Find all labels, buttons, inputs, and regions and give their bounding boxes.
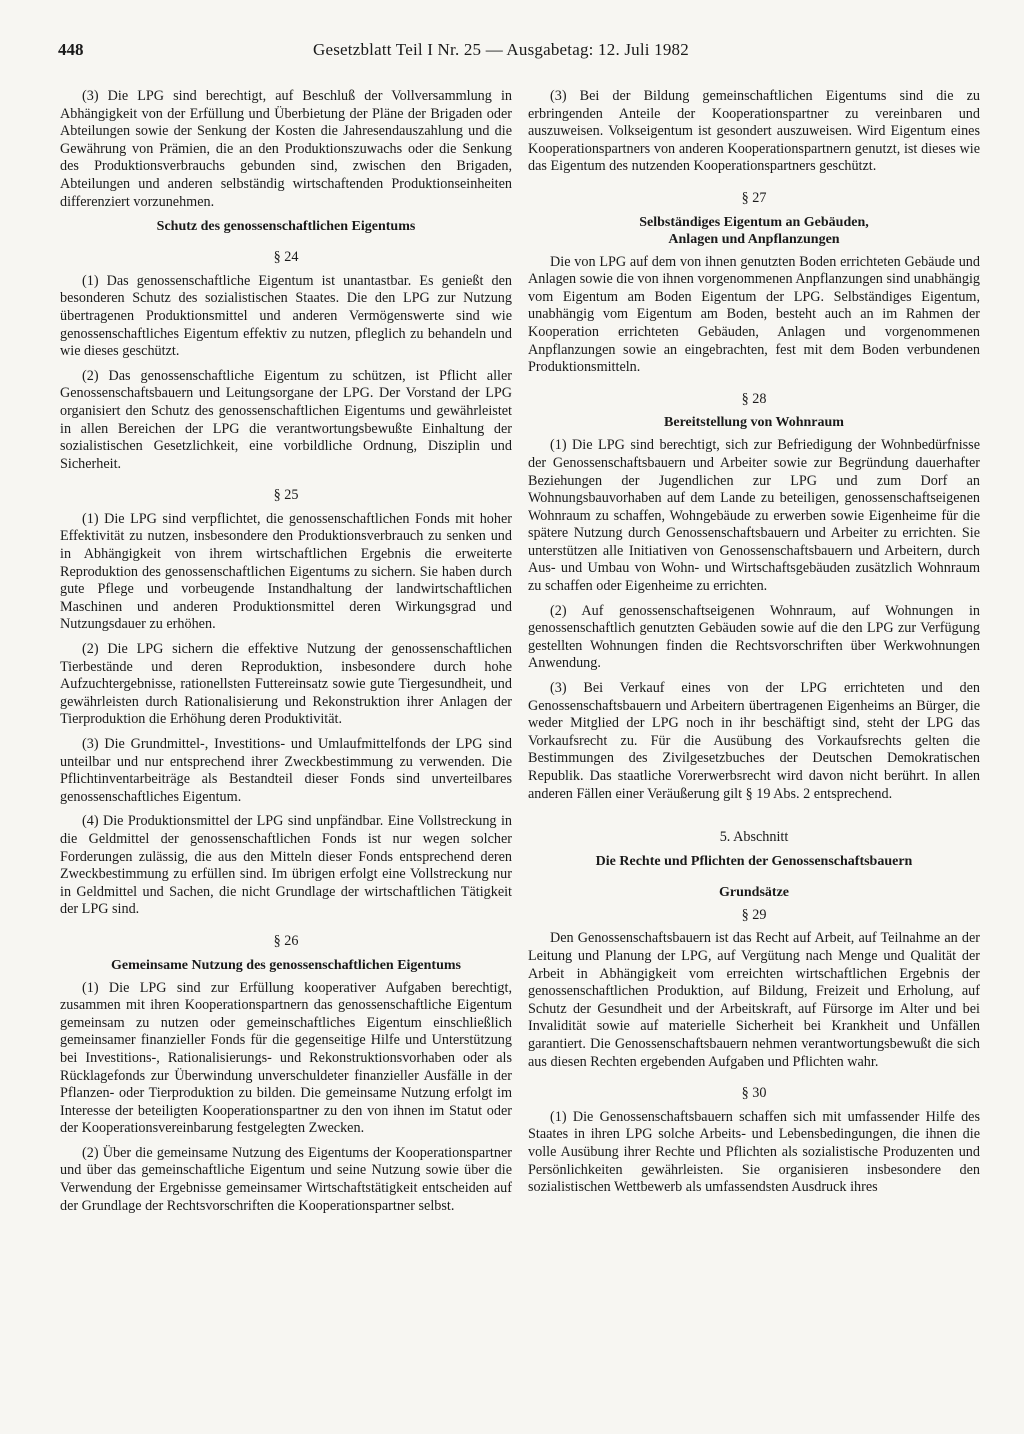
chapter-5: 5. Abschnitt [719, 829, 789, 846]
section-29: § 29 [741, 906, 767, 923]
heading-wohnraum: Bereitstellung von Wohnraum [664, 415, 844, 431]
paragraph-27: Die von LPG auf dem von ihnen genutzten Boden errichteten Gebäude und Anlagen sowie die von ihnen vorgenommenen Anpflanzungen sind unabhängig vom Eigentum am Boden Eigentum der LPG. Selbständiges Eigentum, unabhängig vom Eigentum am Boden, besteht auch an im Rahmen der Kooperation errichteten Gebäuden, Anlagen und vorgenommenen Anpflanzungen sowie an eingebrachten, fest mit dem Boden verbundenen Produktionsmitteln. [528, 253, 980, 376]
paragraph-28-3: (3) Bei Verkauf eines von der LPG errichteten und den Genossenschaftsbauern und Arbeitern übertragenen Eigenheims an Bürger, die weder Mitglied der LPG noch in ihr beschäftigt sind, steht der LPG das Vorkaufsrecht zu. Für die Ausübung des Vorkaufsrechts gelten die Bestimmungen des Zivilgesetzbuches der Deutschen Demokratischen Republik. Das staatliche Vorerwerbsrecht wird davon nicht berührt. In allen anderen Fällen einer Veräußerung gilt § 19 Abs. 2 entsprechend. [528, 680, 980, 802]
paragraph-29: Den Genossenschaftsbauern ist das Recht auf Arbeit, auf Teilnahme an der Leitung und Planung der LPG, auf Vergütung nach Menge und Qualität der Arbeit in Abhängigkeit vom erreichten wirtschaftlichen Ergebnis der genossenschaftlichen Produktion, auf Bildung, Freizeit und Erholung, auf Schutz der Gesundheit und der Arbeitskraft, auf Fürsorge im Alter und bei Invalidität sowie auf materielle Sicherheit bei Krankheit und Unfällen garantiert. Die Genossenschaftsbauern nehmen verantwortungsbewußt die sich aus diesen Rechten ergebenden Aufgaben und Pflichten wahr. [528, 930, 980, 1070]
section-27: § 27 [741, 189, 767, 206]
paragraph-25-2: (2) Die LPG sichern die effektive Nutzung der genossenschaftlichen Tierbestände und deren Reproduktion, insbesondere durch hohe Aufzuchtergebnisse, rationellsten Futtereinsatz sowie gute Tiergesundheit, und gewährleisten durch Rationalisierung und Rekonstruktion ihrer Anlagen der Tierproduktion die Erhöhung deren Produktivität. [60, 641, 512, 728]
section-24: § 24 [273, 249, 299, 266]
section-28: § 28 [741, 390, 767, 407]
heading-selbstaendiges-eigentum [528, 214, 980, 248]
paragraph-24-1: (1) Das genossenschaftliche Eigentum ist unantastbar. Es genießt den besonderen Schutz des sozialistischen Staates. Die den LPG zur Nutzung übertragenen Produktionsmittel und anderen Vermögenswerte sind wie genossenschaftliches Eigentum effektiv zu nutzen, pfleglich zu behandeln und wie dieses geschützt. [60, 272, 512, 360]
section-26: § 26 [273, 932, 299, 949]
section-30: § 30 [741, 1085, 767, 1102]
heading-schutz: Schutz des genossenschaftlichen Eigentums [156, 219, 416, 235]
left-column [60, 88, 512, 1222]
heading-rechte-pflichten: Die Rechte und Pflichten der Genossenschaftsbauern [595, 853, 913, 869]
paragraph-25-3: (3) Die Grundmittel-, Investitions- und Umlaufmittelfonds der LPG sind unteilbar und nur entsprechend ihrer Zweckbestimmung zu verwenden. Die Pflichtinventarbeiträge als Bestandteil dieser Fonds sind unverteilbares genossenschaftliches Eigentum. [60, 736, 512, 805]
page-number: 448 [58, 40, 84, 59]
paragraph-28-2: (2) Auf genossenschaftseigenen Wohnraum, auf Wohnungen in genossenschaftlich genutzten Gebäuden sowie auf die den LPG zur Verfügung gestellten Wohnungen finden die Rechtsvorschriften über Werkwohnungen Anwendung. [528, 602, 980, 672]
paragraph-26-3: (3) Bei der Bildung gemeinschaftlichen Eigentums sind die zu erbringenden Anteile der Kooperationspartner zu vereinbaren und auszuweisen. Volkseigentum ist gesondert auszuweisen. Wird Eigentum eines Kooperationspartners von anderen Kooperationspartnern genutzt, ist dieses wie das Eigentum des nutzenden Kooperationspartners geschützt. [528, 88, 980, 175]
heading-gemeinsame-nutzung: Gemeinsame Nutzung des genossenschaftlichen Eigentums [110, 957, 461, 973]
paragraph-24-2: (2) Das genossenschaftliche Eigentum zu schützen, ist Pflicht aller Genossenschaftsbauern und Leitungsorgane der LPG. Der Vorstand der LPG organisiert den Schutz des genossenschaftlichen Eigentums und gewährleistet in allen Bereichen der LPG die verantwortungsbewußte Einhaltung der sozialistischen Gesetzlichkeit, eine vorbildliche Ordnung, Disziplin und Sicherheit. [60, 367, 512, 472]
paragraph-26-2: (2) Über die gemeinsame Nutzung des Eigentums der Kooperationspartner und über das gemeinschaftliche Eigentum und seine Nutzung sowie über die Verwendung der Ergebnisse gemeinsamer Wirtschaftstätigkeit entscheiden auf der Grundlage der Rechtsvorschriften die Kooperationspartner selbst. [60, 1144, 512, 1214]
running-head: Gesetzblatt Teil I Nr. 25 — Ausgabetag: 12. Juli 1982 [313, 40, 689, 59]
paragraph-25-1: (1) Die LPG sind verpflichtet, die genossenschaftlichen Fonds mit hoher Effektivität zu nutzen, insbesondere den Produktionsverbrauch zu senken und in Abhängigkeit von ihrem wirtschaftlichen Ergebnis die erweiterte Reproduktion des genossenschaftlichen Eigentums zu sichern. Sie haben durch gute Pflege und vorbeugende Instandhaltung der landwirtschaftlichen Maschinen und anderen Produktionsmittel deren Wirkungsgrad und Nutzungsdauer zu erhöhen. [60, 510, 512, 633]
heading-selbstaendiges-line-2: Anlagen und Anpflanzungen [668, 231, 840, 247]
paragraph-28-1: (1) Die LPG sind berechtigt, sich zur Befriedigung der Wohnbedürfnisse der Genossenschaftsbauern und Arbeiter sowie zur Begründung dauerhafter Beziehungen der Jugendlichen zur LPG und zum Dorf an Wohnungsbauvorhaben auf dem Lande zu beteiligen, genossenschaftseigenen Wohnraum zu schaffen, Wohngebäude zu erwerben sowie Eigenheime für die spätere Nutzung durch Genossenschaftsbauern und Arbeiter zu errichten. Sie unterstützen alle Initiativen von Genossenschaftsbauern und Arbeitern, durch Aus- und Umbau von Wohn- und Wirtschaftsgebäuden zusätzlich Wohnraum zu schaffen oder Eigenheime zu errichten. [528, 437, 980, 595]
heading-selbstaendiges-line-1: Selbständiges Eigentum an Gebäuden, [639, 214, 869, 230]
right-column [528, 88, 980, 1204]
paragraph-25-4: (4) Die Produktionsmittel der LPG sind unpfändbar. Eine Vollstreckung in die Geldmittel der genossenschaftlichen Fonds ist nur wegen solcher Forderungen zulässig, die aus den Mitteln dieser Fonds entsprechend deren Zweckbestimmung zu erfüllen sind. Im übrigen erfolgt eine Vollstreckung nur in Geldmittel und Sachen, die nicht Grundlage der wirtschaftlichen Tätigkeit der LPG sind. [60, 813, 512, 918]
section-25: § 25 [273, 487, 299, 504]
paragraph-30-1: (1) Die Genossenschaftsbauern schaffen sich mit umfassender Hilfe des Staates in ihren LPG solche Arbeits- und Lebensbedingungen, die ihnen die volle Ausübung ihrer Rechte und Pflichten als sozialistische Produzenten und Persönlichkeiten gewährleisten. Sie organisieren insbesondere den sozialistischen Wettbewerb als umfassendsten Ausdruck ihres [528, 1108, 980, 1196]
paragraph-23-3: (3) Die LPG sind berechtigt, auf Beschluß der Vollversammlung in Abhängigkeit von der Erfüllung und Überbietung der Pläne der Brigaden oder Abteilungen sowie der Senkung der Kosten die Jahresendauszahlung und die Gewährung von Prämien, die an den Produktionszuwachs oder die Senkung des Produktionsverbrauchs gebunden sind, zwischen den Brigaden, Abteilungen und anderen selbständig wirtschaftenden Produktionseinheiten differenziert vorzunehmen. [60, 88, 512, 210]
paragraph-26-1: (1) Die LPG sind zur Erfüllung kooperativer Aufgaben berechtigt, zusammen mit ihren Kooperationspartnern das genossenschaftliche Eigentum gemeinsam zu nutzen oder gemeinschaftliches Eigentum einschließlich gemeinsamer finanzieller Fonds für die gegenseitige Hilfe und Unterstützung bei Investitions-, Rationalisierungs- und Rekonstruktionsvorhaben oder als Rücklagefonds zur Überwindung unverschuldeter finanzieller Ausfälle in der Pflanzen- oder Tierproduktion zu bilden. Die gemeinsame Nutzung erfolgt im Interesse der beteiligten Kooperationspartner zu den von ihnen im Statut oder der Kooperationsvereinbarung festgelegten Zwecken. [60, 979, 512, 1137]
page-header [58, 40, 978, 68]
heading-grundsaetze: Grundsätze [719, 884, 789, 900]
